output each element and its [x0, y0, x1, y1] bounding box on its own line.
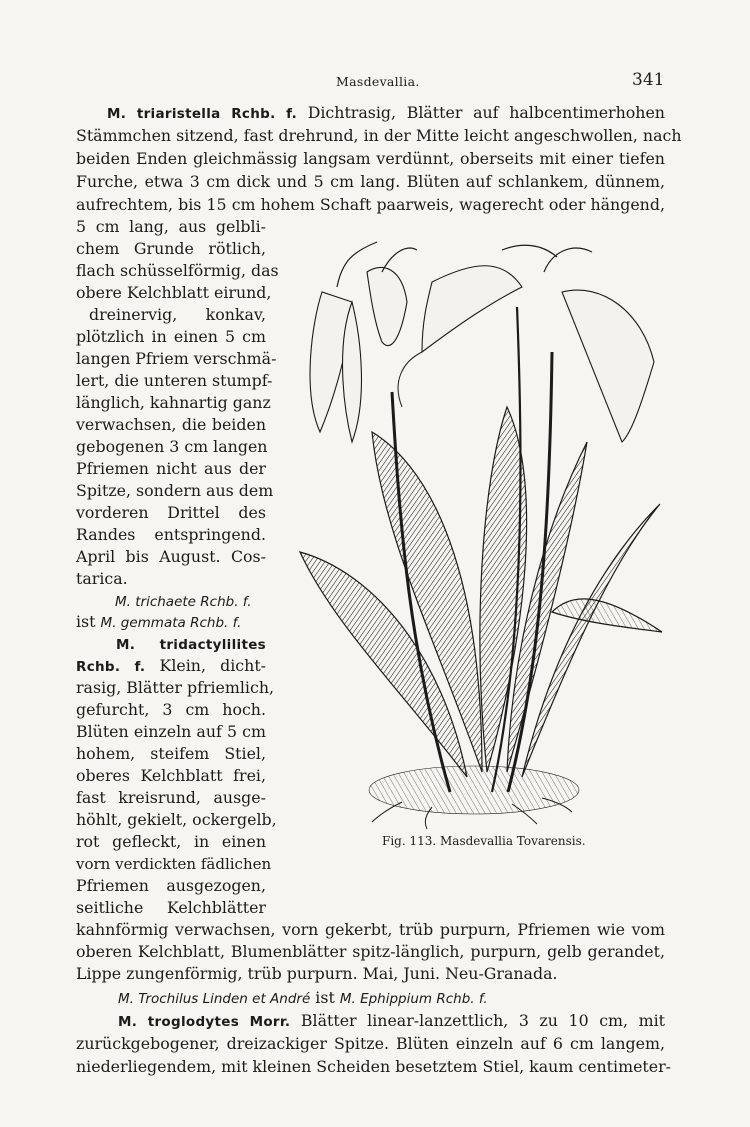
column-line: Pfriemen nicht aus der: [76, 459, 266, 478]
column-line: gefurcht, 3 cm hoch.: [76, 700, 266, 719]
text-line: aufrechtem, bis 15 cm hohem Schaft paarweis, wagerecht oder hängend,: [76, 195, 665, 214]
running-title: Masdevallia.: [336, 74, 420, 89]
column-line: Blüten einzeln auf 5 cm: [76, 722, 266, 741]
flower-sepal: [367, 267, 407, 345]
column-line: dreinervig, konkav,: [89, 305, 266, 324]
column-line: höhlt, gekielt, ockergelb,: [76, 810, 277, 829]
species-name: M. triaristella Rchb. f.: [107, 106, 298, 122]
column-line: rasig, Blätter pfriemlich,: [76, 678, 275, 697]
column-line: verwachsen, die beiden: [76, 415, 266, 434]
synonym-is: ist: [76, 612, 96, 631]
column-line: oberes Kelchblatt frei,: [76, 766, 266, 785]
column-line: rot gefleckt, in einen: [76, 832, 266, 851]
species-name: M. tridactylilites: [116, 637, 266, 653]
figure-caption: Fig. 113. Masdevallia Tovarensis.: [382, 834, 586, 848]
column-line: länglich, kahnartig ganz: [76, 393, 271, 412]
orchid-drawing: [282, 232, 674, 832]
column-line: lert, die unteren stumpf-: [76, 371, 273, 390]
text-line: kahnförmig verwachsen, vorn gekerbt, trüb purpurn, Pfriemen wie vom: [76, 920, 665, 939]
column-line: Randes entspringend.: [76, 525, 266, 544]
text-fragment: Klein, dicht-: [159, 656, 267, 675]
column-line: flach schüsselförmig, das: [76, 261, 279, 280]
column-line: seitliche Kelchblätter: [76, 898, 266, 917]
text-line: Stämmchen sitzend, fast drehrund, in der Mitte leicht angeschwollen, nach: [76, 126, 682, 145]
flower-sepal: [422, 266, 522, 352]
column-line: April bis August. Cos-: [76, 547, 266, 566]
synonym-name: M. Trochilus Linden et André: [118, 991, 311, 1007]
species-author: Rchb. f.: [76, 659, 146, 675]
synonym-line: [115, 591, 252, 612]
soil-mound: [369, 766, 579, 814]
species-name: M. troglodytes Morr.: [118, 1014, 291, 1030]
column-line: gebogenen 3 cm langen: [76, 437, 268, 456]
text-line: niederliegendem, mit kleinen Scheiden besetztem Stiel, kaum centimeter-: [76, 1057, 671, 1076]
column-line: Spitze, sondern aus dem: [76, 481, 274, 500]
column-line: tarica.: [76, 569, 128, 588]
synonym-name: M. trichaete Rchb. f.: [115, 594, 252, 610]
text-line: zurückgebogener, dreizackiger Spitze. Blüten einzeln auf 6 cm langem,: [76, 1034, 665, 1053]
flower-sepal: [562, 290, 654, 442]
column-line: fast kreisrund, ausge-: [76, 788, 266, 807]
text-line: beiden Enden gleichmässig langsam verdünnt, oberseits mit einer tiefen: [76, 149, 665, 168]
column-line: chem Grunde rötlich,: [76, 239, 266, 258]
text-line: oberen Kelchblatt, Blumenblätter spitz-länglich, purpurn, gelb gerandet,: [76, 942, 665, 961]
synonym-line: [76, 612, 241, 633]
column-line: 5 cm lang, aus gelbli-: [76, 217, 266, 236]
column-line: vorderen Drittel des: [76, 503, 266, 522]
synonym-ref: M. Ephippium Rchb. f.: [339, 991, 488, 1007]
page-number: 341: [632, 70, 665, 90]
text-line: [76, 103, 665, 124]
text-fragment: Blätter linear-lanzettlich, 3 zu 10 cm, mit: [290, 1011, 666, 1030]
text-line: [76, 1011, 665, 1032]
synonym-is: ist: [315, 988, 335, 1007]
orchid-illustration: [282, 232, 674, 832]
text-line: Furche, etwa 3 cm dick und 5 cm lang. Blüten auf schlankem, dünnem,: [76, 172, 665, 191]
leaf: [552, 599, 662, 632]
column-line: vorn verdickten fädlichen: [76, 855, 272, 873]
species-heading-line: [76, 634, 266, 655]
synonym-ref: M. gemmata Rchb. f.: [100, 615, 242, 631]
column-line: Pfriemen ausgezogen,: [76, 876, 266, 895]
text-fragment: Dichtrasig, Blätter auf halbcentimerhohen: [297, 103, 665, 122]
column-line: plötzlich in einen 5 cm: [76, 327, 266, 346]
text-line: Lippe zungenförmig, trüb purpurn. Mai, Juni. Neu-Granada.: [76, 964, 558, 983]
column-line: [76, 656, 266, 677]
column-line: obere Kelchblatt eirund,: [76, 283, 272, 302]
column-line: langen Pfriem verschmä-: [76, 349, 277, 368]
column-line: hohem, steifem Stiel,: [76, 744, 266, 763]
synonym-line: [118, 988, 488, 1009]
